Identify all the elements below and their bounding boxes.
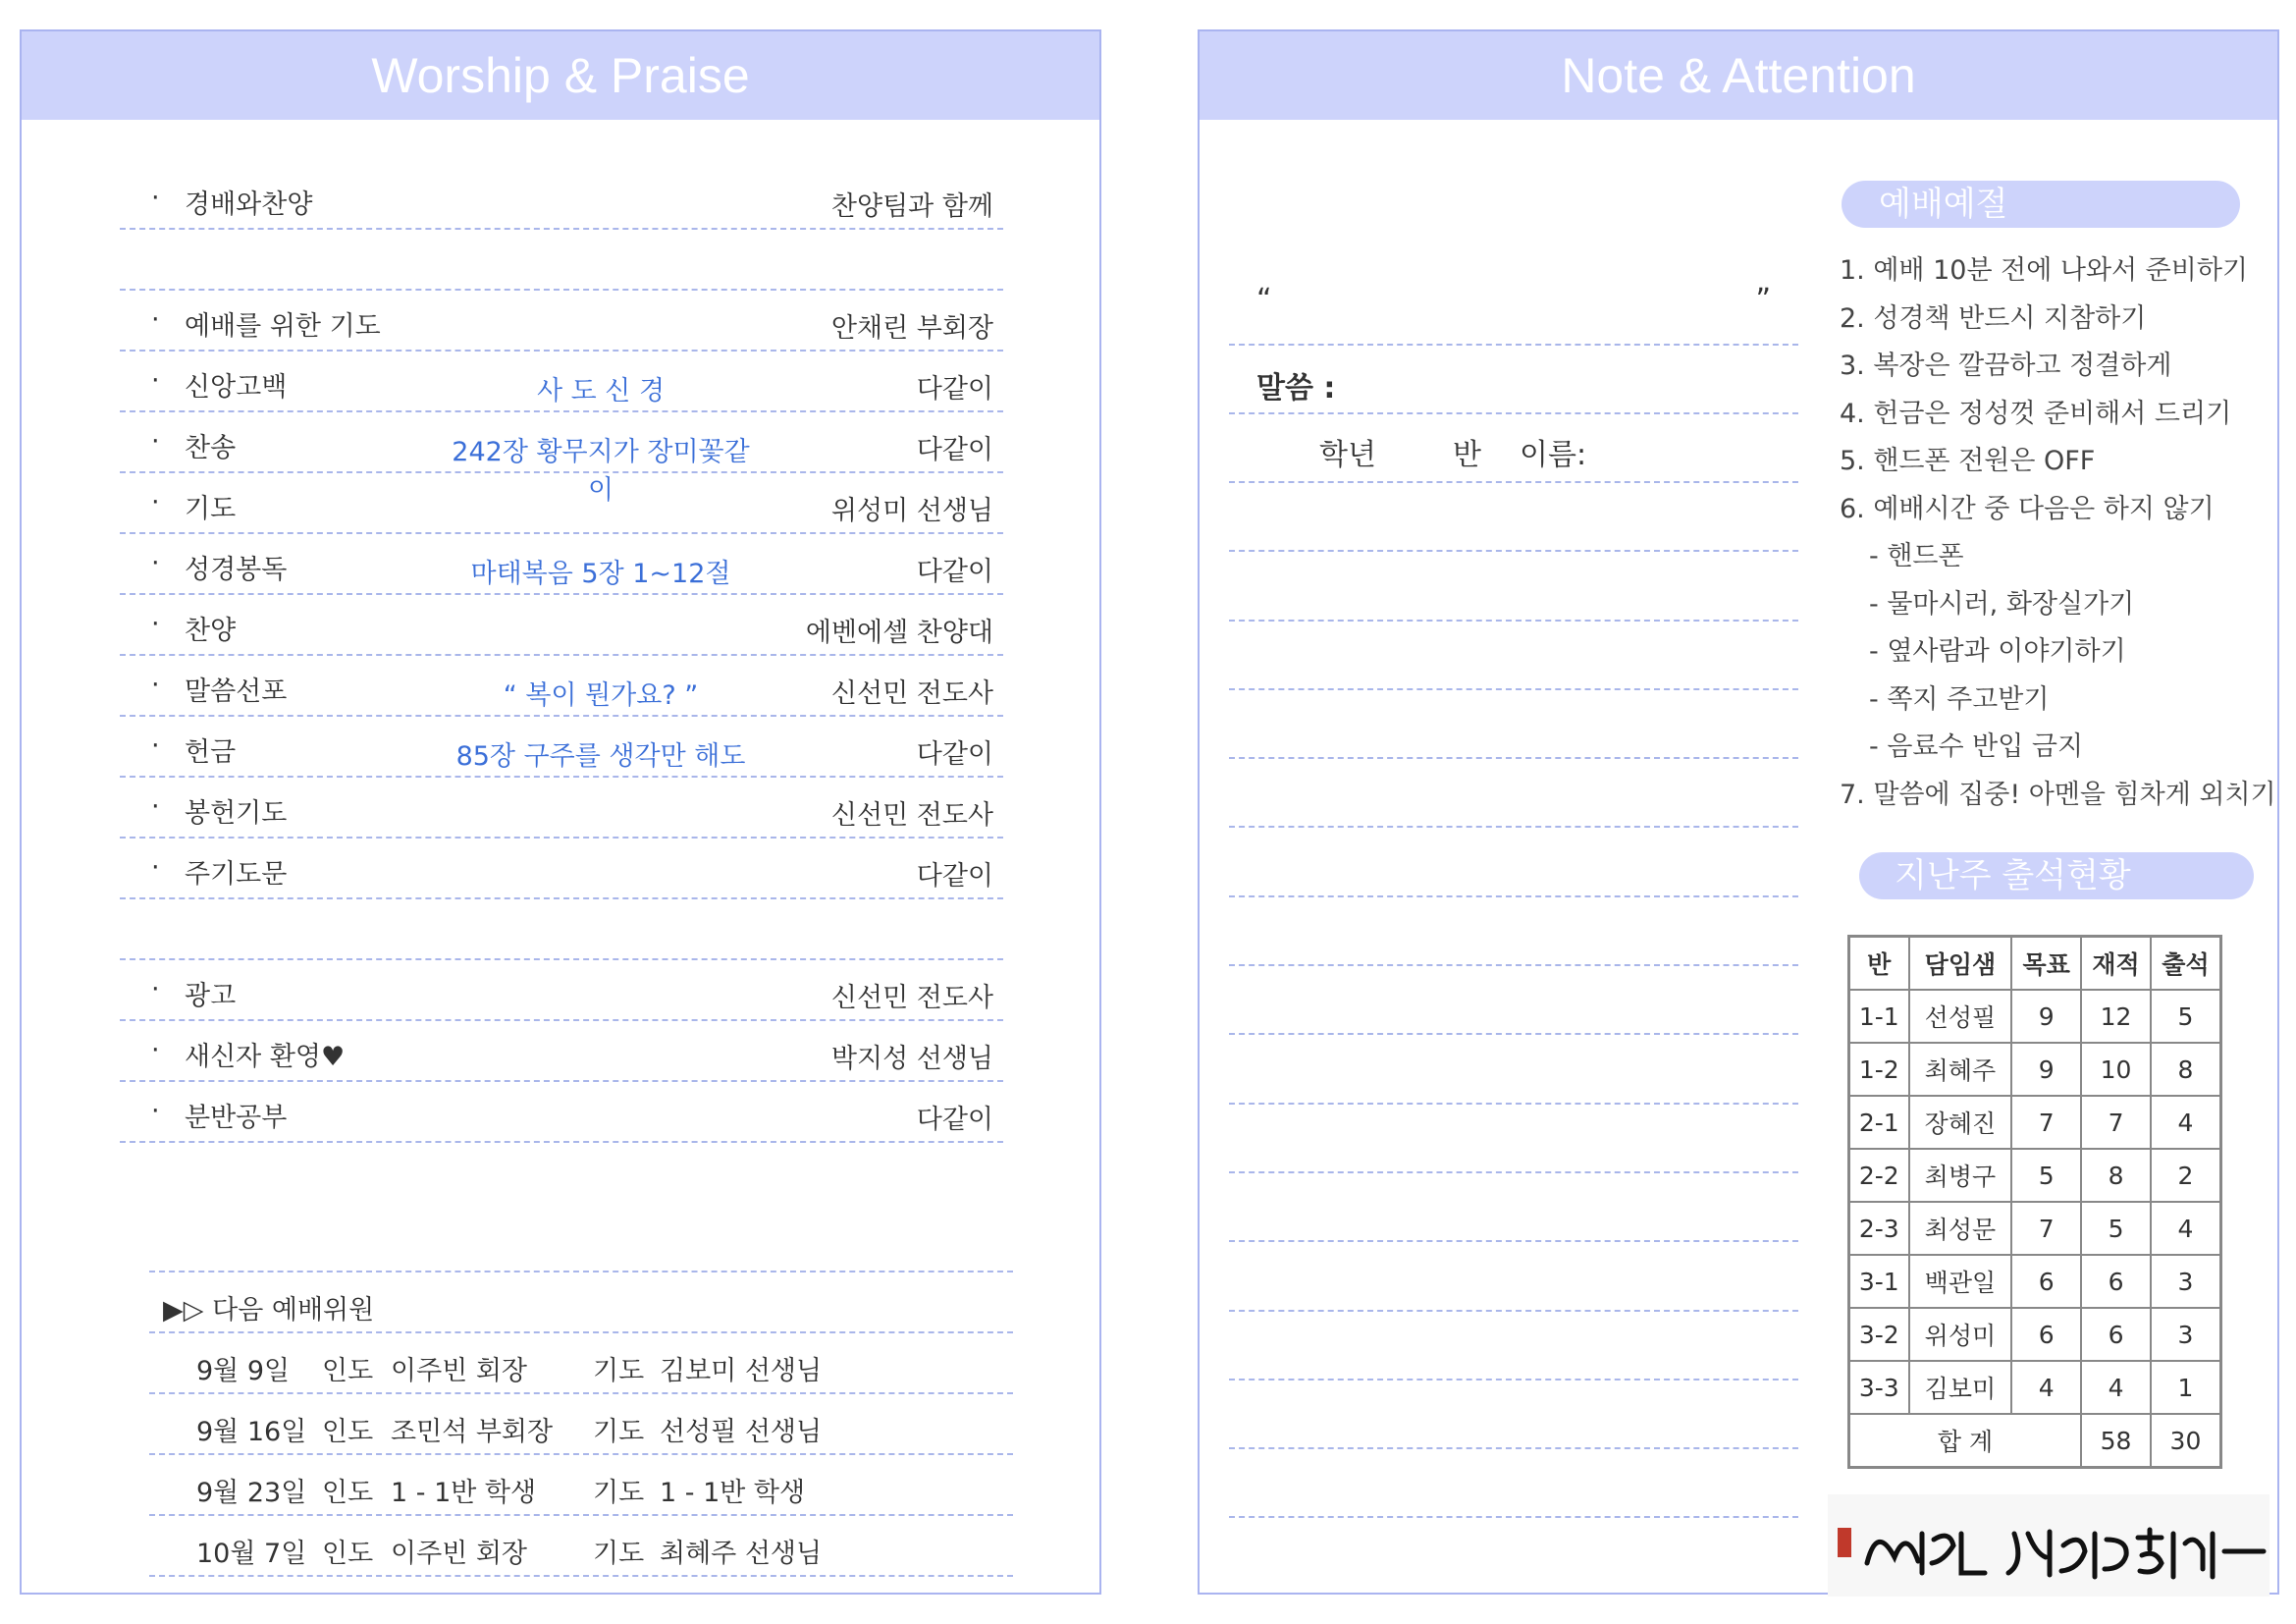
attendance-row — [1849, 1308, 2221, 1361]
service-item-detail: 마태복음 5장 1~12절 — [470, 559, 731, 589]
service-item — [120, 473, 1003, 534]
service-item-name: 성경봉독 — [185, 555, 288, 585]
service-item-name: 봉헌기도 — [185, 798, 288, 829]
service-item-detail: “ 복이 뭔가요? ” — [503, 680, 699, 711]
service-item-leader: 다같이 — [916, 557, 993, 587]
committee-date: 10월 7일 — [196, 1539, 307, 1569]
prayer-name: 최혜주 선생님 — [660, 1539, 823, 1569]
next-committee-title: ▶▷ 다음 예배위원 — [163, 1295, 375, 1326]
service-item-name: 기도 — [185, 494, 237, 524]
attendance-cell: 2 — [2151, 1149, 2221, 1202]
service-item — [120, 595, 1003, 656]
next-committee-header — [149, 1271, 1013, 1333]
attendance-cell: 10 — [2081, 1043, 2151, 1096]
attendance-header-cell: 재적 — [2081, 937, 2151, 991]
prayer-label: 기도 — [593, 1478, 645, 1508]
attendance-row — [1849, 1361, 2221, 1414]
attendance-row — [1849, 1096, 2221, 1149]
prayer-name: 김보미 선생님 — [660, 1356, 823, 1386]
attendance-cell: 8 — [2081, 1149, 2151, 1202]
attendance-cell: 4 — [2151, 1096, 2221, 1149]
note-blank-line[interactable] — [1229, 1035, 1798, 1104]
service-item — [120, 656, 1003, 717]
etiquette-subrule: - 핸드폰 — [1869, 541, 1964, 571]
close-quote: ” — [1755, 283, 1771, 317]
attendance-total-label: 합 계 — [1849, 1414, 2082, 1468]
attendance-cell: 2-1 — [1849, 1096, 1909, 1149]
class-label: 반 — [1453, 438, 1481, 472]
service-item-name: 말씀선포 — [185, 677, 288, 707]
service-item-detail: 85장 구주를 생각만 해도 — [455, 741, 746, 772]
attendance-header-cell: 목표 — [2011, 937, 2081, 991]
service-item-leader: 위성미 선생님 — [830, 496, 993, 526]
bullet: · — [151, 1096, 160, 1126]
attendance-cell: 5 — [2151, 990, 2221, 1043]
service-item-leader: 다같이 — [916, 1105, 993, 1135]
next-committee-row — [149, 1394, 1013, 1455]
service-item — [120, 412, 1003, 506]
invocation-name: 이주빈 회장 — [391, 1356, 527, 1386]
service-item-name: 찬송 — [185, 433, 237, 463]
etiquette-rules — [1840, 247, 2276, 819]
attendance-cell: 3-1 — [1849, 1255, 1909, 1308]
invocation-name: 이주빈 회장 — [391, 1539, 527, 1569]
committee-date: 9월 23일 — [196, 1478, 307, 1508]
attendance-cell: 1-2 — [1849, 1043, 1909, 1096]
attendance-cell: 위성미 — [1909, 1308, 2012, 1361]
open-quote: “ — [1256, 283, 1272, 317]
attendance-cell: 7 — [2011, 1096, 2081, 1149]
note-blank-line[interactable] — [1229, 1312, 1798, 1380]
bullet: · — [151, 974, 160, 1004]
calligraphy-logo-art — [1828, 1494, 2269, 1597]
service-item-name: 주기도문 — [185, 859, 288, 890]
note-blank-line[interactable] — [1229, 759, 1798, 828]
attendance-cell: 최성문 — [1909, 1202, 2012, 1255]
service-spacer — [120, 899, 1003, 960]
sermon-label: 말씀 : — [1256, 371, 1336, 406]
attendance-cell: 장혜진 — [1909, 1096, 2012, 1149]
note-blank-line[interactable] — [1229, 483, 1798, 552]
invocation-label: 인도 — [322, 1356, 374, 1386]
invocation-label: 인도 — [322, 1539, 374, 1569]
attendance-cell: 4 — [2011, 1361, 2081, 1414]
note-blank-line[interactable] — [1229, 1242, 1798, 1311]
invocation-label: 인도 — [322, 1478, 374, 1508]
service-item — [120, 960, 1003, 1021]
service-item — [120, 291, 1003, 352]
attendance-cell: 3 — [2151, 1308, 2221, 1361]
note-blank-line[interactable] — [1229, 1105, 1798, 1173]
committee-date: 9월 16일 — [196, 1417, 307, 1447]
prayer-name: 선성필 선생님 — [660, 1417, 823, 1447]
bullet: · — [151, 426, 160, 457]
note-blank-line[interactable] — [1229, 690, 1798, 759]
note-blank-line[interactable] — [1229, 897, 1798, 966]
attendance-total-enrolled: 58 — [2081, 1414, 2151, 1468]
worship-header: Worship & Praise — [22, 31, 1099, 120]
service-item — [120, 717, 1003, 778]
order-of-service — [120, 169, 1003, 1143]
attendance-cell: 3-3 — [1849, 1361, 1909, 1414]
attendance-cell: 6 — [2011, 1255, 2081, 1308]
invocation-name: 1 - 1반 학생 — [391, 1478, 537, 1508]
student-info-line — [1229, 414, 1798, 483]
bullet: · — [151, 791, 160, 822]
service-item-leader: 안채린 부회장 — [830, 313, 993, 344]
note-lines — [1229, 257, 1798, 1518]
service-item — [120, 1021, 1003, 1082]
prayer-label: 기도 — [593, 1417, 645, 1447]
note-blank-line[interactable] — [1229, 828, 1798, 896]
service-item-name: 경배와찬양 — [185, 189, 313, 220]
attendance-cell: 5 — [2011, 1149, 2081, 1202]
grade-label: 학년 — [1319, 438, 1376, 472]
bullet: · — [151, 1035, 160, 1065]
etiquette-title: 예배예절 — [1842, 181, 2240, 228]
attendance-cell: 3-2 — [1849, 1308, 1909, 1361]
note-blank-line[interactable] — [1229, 1380, 1798, 1449]
bullet: · — [151, 183, 160, 213]
sermon-title-line — [1229, 257, 1798, 346]
attendance-cell: 9 — [2011, 1043, 2081, 1096]
service-item-leader: 박지성 선생님 — [830, 1044, 993, 1074]
service-item-detail: 사 도 신 경 — [536, 376, 666, 406]
service-item — [120, 534, 1003, 595]
etiquette-rule: 4. 헌금은 정성껏 준비해서 드리기 — [1840, 398, 2232, 429]
committee-date: 9월 9일 — [196, 1356, 291, 1386]
next-worship-committee — [149, 1271, 1013, 1577]
bullet: · — [151, 548, 160, 578]
next-committee-row — [149, 1516, 1013, 1577]
attendance-title: 지난주 출석현황 — [1859, 852, 2254, 899]
etiquette-rule: 6. 예배시간 중 다음은 하지 않기 — [1840, 493, 2215, 524]
invocation-label: 인도 — [322, 1417, 374, 1447]
invocation-name: 조민석 부회장 — [391, 1417, 554, 1447]
service-item-name: 예배를 위한 기도 — [185, 311, 381, 342]
service-item-leader: 신선민 전도사 — [830, 678, 993, 709]
service-item-name: 새신자 환영♥ — [185, 1042, 346, 1072]
service-item — [120, 778, 1003, 839]
attendance-cell: 2-2 — [1849, 1149, 1909, 1202]
attendance-cell: 4 — [2151, 1202, 2221, 1255]
attendance-cell: 9 — [2011, 990, 2081, 1043]
service-item-name: 헌금 — [185, 737, 237, 768]
etiquette-subrule: - 물마시러, 화장실가기 — [1869, 588, 2135, 620]
attendance-row — [1849, 1149, 2221, 1202]
attendance-cell: 2-3 — [1849, 1202, 1909, 1255]
next-committee-row — [149, 1455, 1013, 1516]
note-blank-line[interactable] — [1229, 552, 1798, 621]
bullet: · — [151, 365, 160, 396]
attendance-cell: 선성필 — [1909, 990, 2012, 1043]
attendance-total-row — [1849, 1414, 2221, 1468]
attendance-cell: 5 — [2081, 1202, 2151, 1255]
sermon-line — [1229, 346, 1798, 414]
service-item-leader: 다같이 — [916, 739, 993, 770]
attendance-cell: 6 — [2081, 1308, 2151, 1361]
service-item-name: 신앙고백 — [185, 372, 288, 403]
attendance-cell: 3 — [2151, 1255, 2221, 1308]
attendance-row — [1849, 1202, 2221, 1255]
prayer-label: 기도 — [593, 1356, 645, 1386]
attendance-cell: 최병구 — [1909, 1149, 2012, 1202]
service-item-leader: 다같이 — [916, 861, 993, 892]
prayer-label: 기도 — [593, 1539, 645, 1569]
service-item — [120, 839, 1003, 899]
service-item-leader: 찬양팀과 함께 — [830, 191, 993, 222]
calligraphy-logo — [1828, 1494, 2269, 1597]
etiquette-subrule: - 쪽지 주고받기 — [1869, 683, 2050, 715]
attendance-cell: 12 — [2081, 990, 2151, 1043]
etiquette-rule: 7. 말씀에 집중! 아멘을 힘차게 외치기 — [1840, 779, 2276, 810]
bullet: · — [151, 852, 160, 883]
attendance-cell: 7 — [2011, 1202, 2081, 1255]
etiquette-subrule: - 음료수 반입 금지 — [1869, 731, 2084, 762]
attendance-cell: 8 — [2151, 1043, 2221, 1096]
attendance-cell: 1-1 — [1849, 990, 1909, 1043]
bullet: · — [151, 731, 160, 761]
service-item-name: 분반공부 — [185, 1103, 288, 1133]
attendance-cell: 6 — [2081, 1255, 2151, 1308]
bullet: · — [151, 670, 160, 700]
service-item — [120, 169, 1003, 230]
attendance-cell: 4 — [2081, 1361, 2151, 1414]
service-item-name: 찬양 — [185, 616, 237, 646]
etiquette-rule: 5. 핸드폰 전원은 OFF — [1840, 446, 2096, 476]
worship-panel — [20, 29, 1101, 1595]
note-panel — [1198, 29, 2279, 1595]
attendance-cell: 백관일 — [1909, 1255, 2012, 1308]
prayer-name: 1 - 1반 학생 — [660, 1478, 806, 1508]
attendance-header-cell: 출석 — [2151, 937, 2221, 991]
bullet: · — [151, 609, 160, 639]
service-item-leader: 신선민 전도사 — [830, 800, 993, 831]
etiquette-rule: 1. 예배 10분 전에 나와서 준비하기 — [1840, 255, 2249, 286]
attendance-cell: 최혜주 — [1909, 1043, 2012, 1096]
attendance-cell: 1 — [2151, 1361, 2221, 1414]
attendance-header-cell: 담임샘 — [1909, 937, 2012, 991]
service-spacer — [120, 230, 1003, 291]
etiquette-rule: 3. 복장은 깔끔하고 정결하게 — [1840, 351, 2172, 381]
attendance-row — [1849, 1255, 2221, 1308]
attendance-cell: 김보미 — [1909, 1361, 2012, 1414]
note-header: Note & Attention — [1200, 31, 2277, 120]
attendance-header-cell: 반 — [1849, 937, 1909, 991]
attendance-table — [1847, 935, 2222, 1469]
service-item — [120, 352, 1003, 412]
service-item-leader: 에벤에셀 찬양대 — [805, 618, 993, 648]
etiquette-subrule: - 옆사람과 이야기하기 — [1869, 636, 2126, 667]
attendance-cell: 7 — [2081, 1096, 2151, 1149]
attendance-row — [1849, 1043, 2221, 1096]
bullet: · — [151, 487, 160, 517]
bullet: · — [151, 304, 160, 335]
attendance-total-present: 30 — [2151, 1414, 2221, 1468]
note-blank-line[interactable] — [1229, 1449, 1798, 1518]
note-blank-line[interactable] — [1229, 1173, 1798, 1242]
service-item-leader: 다같이 — [916, 435, 993, 465]
name-label: 이름: — [1520, 438, 1587, 472]
note-blank-line[interactable] — [1229, 966, 1798, 1035]
etiquette-rule: 2. 성경책 반드시 지참하기 — [1840, 302, 2147, 334]
note-blank-line[interactable] — [1229, 622, 1798, 690]
attendance-row — [1849, 990, 2221, 1043]
attendance-header-row — [1849, 937, 2221, 991]
service-item-leader: 다같이 — [916, 374, 993, 405]
service-item-name: 광고 — [185, 981, 237, 1011]
service-item-leader: 신선민 전도사 — [830, 983, 993, 1013]
attendance-cell: 6 — [2011, 1308, 2081, 1361]
next-committee-row — [149, 1333, 1013, 1394]
service-item — [120, 1082, 1003, 1143]
service-item-detail: 242장 황무지가 장미꽃같이 — [452, 437, 750, 506]
